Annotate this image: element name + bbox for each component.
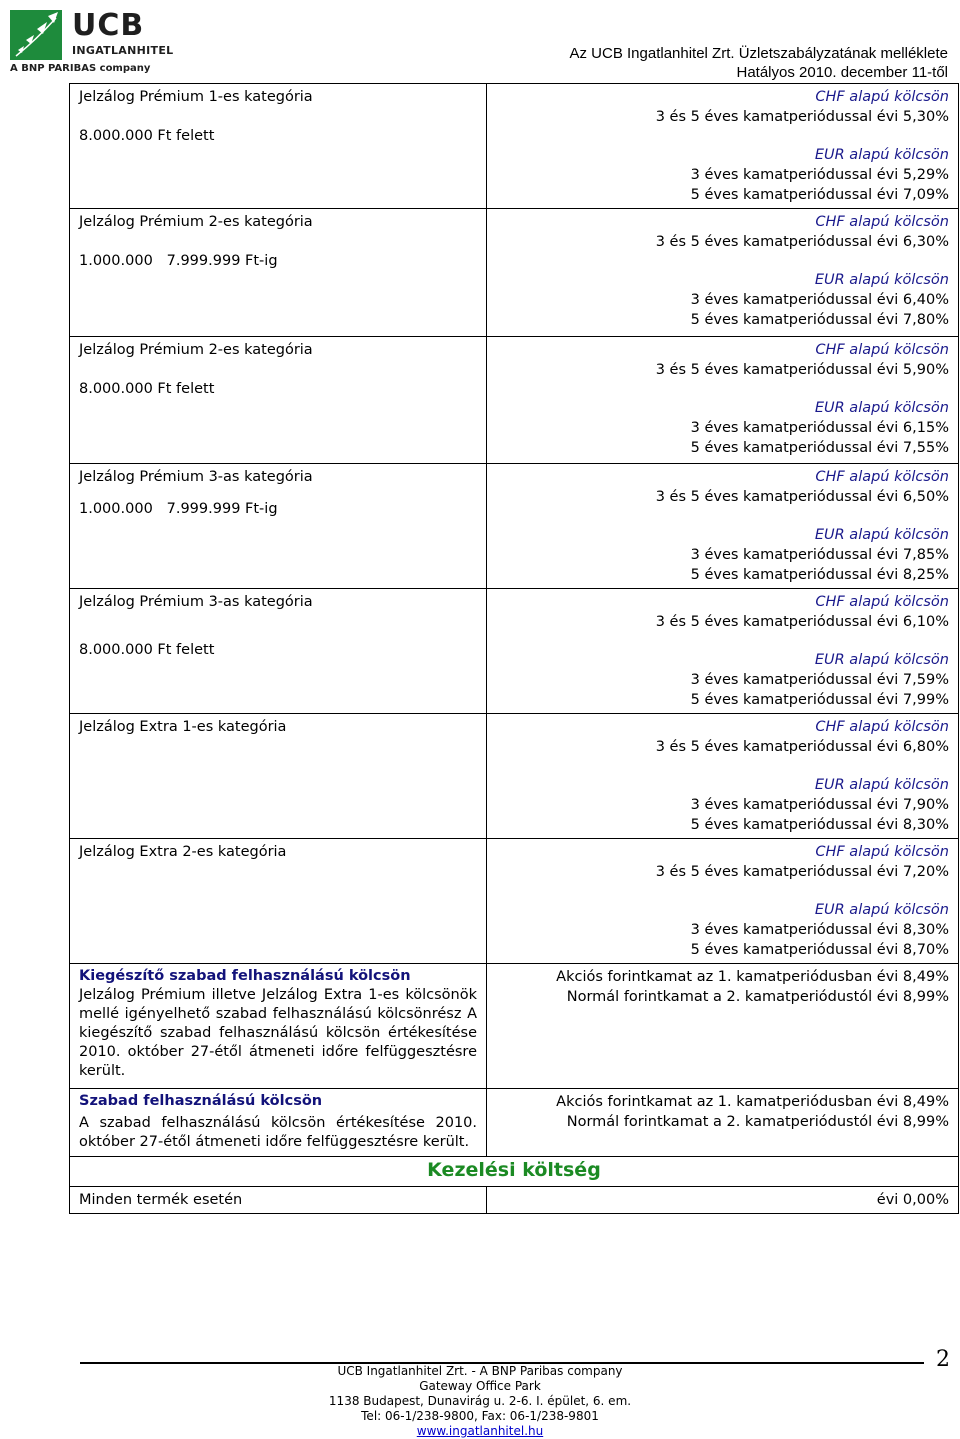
amount-label: 8.000.000 Ft felett bbox=[79, 128, 215, 144]
footer-address: 1138 Budapest, Dunavirág u. 2-6. I. épület, 6. em. bbox=[328, 1394, 632, 1408]
amount-label: 8.000.000 Ft felett bbox=[79, 381, 215, 397]
handling-fee-value: évi 0,00% bbox=[487, 1187, 959, 1214]
eur-rate-5y: 5 éves kamatperiódussal évi 8,70% bbox=[690, 942, 949, 958]
header-line-1: Az UCB Ingatlanhitel Zrt. Üzletszabályzatának melléklete bbox=[569, 45, 948, 62]
chf-rate: 3 és 5 éves kamatperiódussal évi 6,10% bbox=[655, 614, 949, 630]
document-header bbox=[569, 44, 948, 82]
chf-loan-label: CHF alapú kölcsön bbox=[815, 89, 949, 105]
chf-loan-label: CHF alapú kölcsön bbox=[815, 594, 949, 610]
supplementary-title: Kiegészítő szabad felhasználású kölcsön bbox=[79, 968, 411, 984]
eur-rate-3y: 3 éves kamatperiódussal évi 5,29% bbox=[690, 167, 949, 183]
eur-rate-5y: 5 éves kamatperiódussal évi 8,30% bbox=[690, 817, 949, 833]
page-number: 2 bbox=[936, 1347, 950, 1372]
supplementary-body: Jelzálog Prémium illetve Jelzálog Extra 1-es kölcsönök mellé igényelhető szabad felhasználású kölcsönrész A kiegészítő szabad felhasználású kölcsön értékesítése 2010. október 27-étől átmeneti időre felfüggesztésre került. bbox=[79, 987, 477, 1079]
eur-loan-label: EUR alapú kölcsön bbox=[814, 902, 949, 918]
eur-loan-label: EUR alapú kölcsön bbox=[814, 147, 949, 163]
table-row bbox=[70, 1089, 959, 1157]
eur-rate-3y: 3 éves kamatperiódussal évi 6,15% bbox=[690, 420, 949, 436]
eur-loan-label: EUR alapú kölcsön bbox=[814, 400, 949, 416]
chf-loan-label: CHF alapú kölcsön bbox=[815, 719, 949, 735]
eur-rate-5y: 5 éves kamatperiódussal évi 7,99% bbox=[690, 692, 949, 708]
category-label: Jelzálog Prémium 2-es kategória bbox=[79, 214, 313, 230]
chf-rate: 3 és 5 éves kamatperiódussal évi 6,30% bbox=[655, 234, 949, 250]
category-label: Jelzálog Extra 1-es kategória bbox=[79, 719, 287, 735]
header-line-2: Hatályos 2010. december 11-től bbox=[736, 64, 948, 81]
chf-rate: 3 és 5 éves kamatperiódussal évi 5,90% bbox=[655, 362, 949, 378]
category-label: Jelzálog Prémium 1-es kategória bbox=[79, 89, 313, 105]
table-row bbox=[70, 839, 959, 964]
eur-rate-3y: 3 éves kamatperiódussal évi 7,90% bbox=[690, 797, 949, 813]
ucb-logo bbox=[8, 8, 174, 74]
chf-rate: 3 és 5 éves kamatperiódussal évi 7,20% bbox=[655, 864, 949, 880]
chf-rate: 3 és 5 éves kamatperiódussal évi 5,30% bbox=[655, 109, 949, 125]
table-row bbox=[70, 714, 959, 839]
table-row bbox=[70, 964, 959, 1089]
table-row bbox=[70, 84, 959, 209]
free-use-title: Szabad felhasználású kölcsön bbox=[79, 1093, 323, 1109]
eur-rate-5y: 5 éves kamatperiódussal évi 7,09% bbox=[690, 187, 949, 203]
table-row bbox=[70, 464, 959, 589]
table-row bbox=[70, 209, 959, 337]
chf-loan-label: CHF alapú kölcsön bbox=[815, 214, 949, 230]
footer-office: Gateway Office Park bbox=[419, 1379, 541, 1393]
category-label: Jelzálog Prémium 2-es kategória bbox=[79, 342, 313, 358]
free-use-rate-normal: Normál forintkamat a 2. kamatperiódustól évi 8,99% bbox=[566, 1114, 949, 1130]
amount-label: 1.000.000 7.999.999 Ft-ig bbox=[79, 501, 278, 517]
table-row bbox=[70, 1157, 959, 1187]
eur-rate-3y: 3 éves kamatperiódussal évi 8,30% bbox=[690, 922, 949, 938]
free-use-rate-promo: Akciós forintkamat az 1. kamatperiódusban évi 8,49% bbox=[556, 1094, 949, 1110]
table-row bbox=[70, 1187, 959, 1214]
category-label: Jelzálog Prémium 3-as kategória bbox=[79, 594, 313, 610]
logo-tagline: A BNP PARIBAS company bbox=[10, 63, 151, 74]
logo-brand: UCB bbox=[72, 8, 145, 43]
category-label: Jelzálog Extra 2-es kategória bbox=[79, 844, 287, 860]
rates-table bbox=[69, 83, 959, 1214]
eur-rate-3y: 3 éves kamatperiódussal évi 7,85% bbox=[690, 547, 949, 563]
chf-rate: 3 és 5 éves kamatperiódussal évi 6,80% bbox=[655, 739, 949, 755]
supplementary-rate-promo: Akciós forintkamat az 1. kamatperiódusban évi 8,49% bbox=[556, 969, 949, 985]
table-row bbox=[70, 337, 959, 464]
chf-loan-label: CHF alapú kölcsön bbox=[815, 844, 949, 860]
logo-subtitle: INGATLANHITEL bbox=[72, 44, 174, 57]
footer bbox=[0, 1364, 960, 1439]
eur-rate-5y: 5 éves kamatperiódussal évi 7,55% bbox=[690, 440, 949, 456]
eur-rate-5y: 5 éves kamatperiódussal évi 8,25% bbox=[690, 567, 949, 583]
eur-rate-3y: 3 éves kamatperiódussal évi 7,59% bbox=[690, 672, 949, 688]
eur-loan-label: EUR alapú kölcsön bbox=[814, 777, 949, 793]
free-use-body: A szabad felhasználású kölcsön értékesítése 2010. október 27-étől átmeneti időre felfüggesztésre került. bbox=[79, 1115, 477, 1150]
handling-fee-title: Kezelési költség bbox=[70, 1157, 959, 1187]
eur-rate-3y: 3 éves kamatperiódussal évi 6,40% bbox=[690, 292, 949, 308]
eur-rate-5y: 5 éves kamatperiódussal évi 7,80% bbox=[690, 312, 949, 328]
category-label: Jelzálog Prémium 3-as kategória bbox=[79, 469, 313, 485]
chf-loan-label: CHF alapú kölcsön bbox=[815, 342, 949, 358]
amount-label: 1.000.000 7.999.999 Ft-ig bbox=[79, 253, 278, 269]
footer-company: UCB Ingatlanhitel Zrt. - A BNP Paribas company bbox=[337, 1364, 623, 1378]
handling-fee-label: Minden termék esetén bbox=[70, 1187, 487, 1214]
eur-loan-label: EUR alapú kölcsön bbox=[814, 652, 949, 668]
amount-label: 8.000.000 Ft felett bbox=[79, 642, 215, 658]
eur-loan-label: EUR alapú kölcsön bbox=[814, 272, 949, 288]
supplementary-rate-normal: Normál forintkamat a 2. kamatperiódustól évi 8,99% bbox=[566, 989, 949, 1005]
table-row bbox=[70, 589, 959, 714]
chf-loan-label: CHF alapú kölcsön bbox=[815, 469, 949, 485]
bnp-stars-icon bbox=[10, 10, 62, 60]
footer-website-link[interactable]: www.ingatlanhitel.hu bbox=[416, 1424, 544, 1438]
footer-phone: Tel: 06-1/238-9800, Fax: 06-1/238-9801 bbox=[361, 1409, 599, 1423]
eur-loan-label: EUR alapú kölcsön bbox=[814, 527, 949, 543]
chf-rate: 3 és 5 éves kamatperiódussal évi 6,50% bbox=[655, 489, 949, 505]
